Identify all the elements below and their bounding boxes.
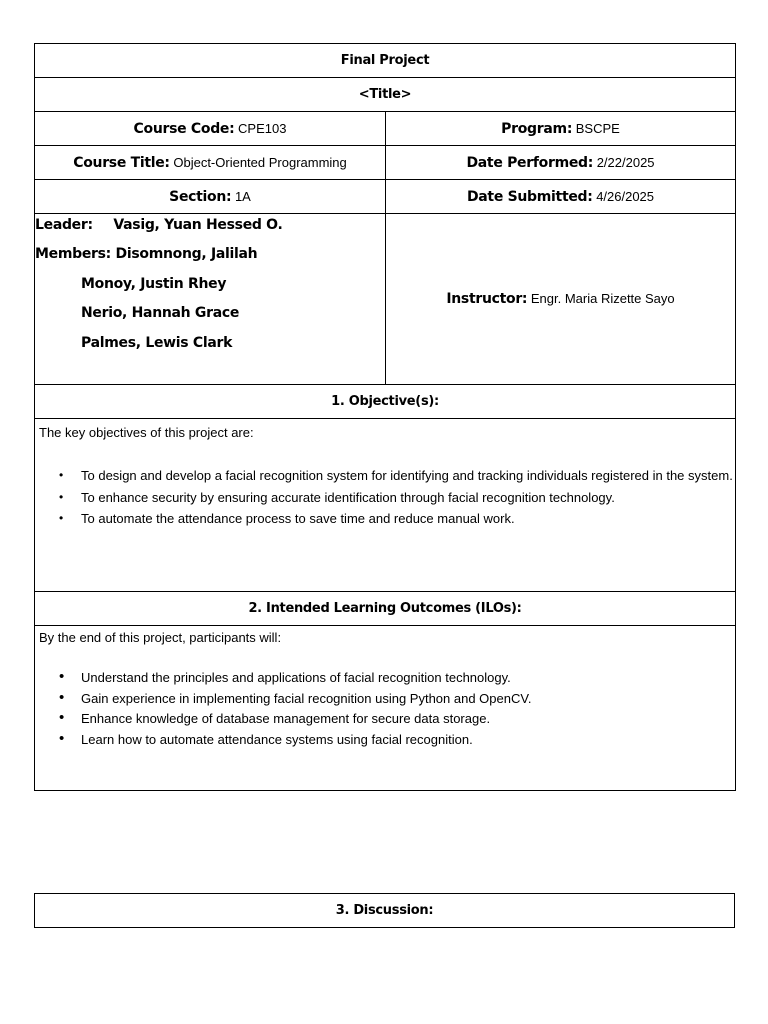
course-code-label: Course Code: (133, 120, 235, 137)
bullet-icon: • (59, 729, 65, 747)
objective-text: To design and develop a facial recognition system for identifying and tracking individuals registered in the system. (81, 468, 733, 483)
program-label: Program: (501, 120, 573, 137)
team-cell (35, 214, 386, 385)
project-info-table (34, 43, 736, 791)
bullet-icon: • (59, 709, 65, 726)
instructor-label: Instructor: (446, 291, 528, 307)
program-value: BSCPE (575, 120, 620, 136)
objectives-list (35, 465, 735, 530)
member-name: Palmes, Lewis Clark (81, 335, 233, 351)
list-item (35, 730, 735, 751)
date-performed-cell (386, 146, 736, 180)
course-title-label: Course Title: (73, 154, 170, 171)
document-title: Final Project (35, 44, 736, 78)
ilos-heading: 2. Intended Learning Outcomes (ILOs): (35, 592, 736, 626)
leader-name: Vasig, Yuan Hessed O. (113, 217, 283, 233)
member-name: Disomnong, Jalilah (115, 246, 258, 262)
ilo-text: Enhance knowledge of database management for secure data storage. (81, 711, 491, 726)
objective-text: To enhance security by ensuring accurate identification through facial recognition technology. (81, 489, 615, 505)
list-item (35, 709, 735, 730)
members-line (35, 246, 257, 262)
date-submitted-value: 4/26/2025 (596, 188, 655, 204)
list-item (35, 689, 735, 710)
instructor-cell (386, 214, 736, 385)
bullet-icon: • (59, 468, 64, 482)
project-title-placeholder: <Title> (35, 78, 736, 112)
list-item (35, 508, 735, 530)
program-cell (386, 112, 736, 146)
course-title-value: Object-Oriented Programming (173, 154, 347, 170)
course-title-cell (35, 146, 386, 180)
leader-label: Leader: (35, 217, 93, 233)
bullet-icon: • (59, 668, 65, 685)
leader-line (35, 217, 283, 233)
bullet-icon: • (59, 489, 64, 504)
ilos-intro: By the end of this project, participants will: (39, 630, 282, 645)
ilo-text: Understand the principles and applications of facial recognition technology. (81, 670, 511, 685)
section-label: Section: (169, 188, 232, 205)
objectives-heading: 1. Objective(s): (35, 385, 736, 419)
ilos-list (35, 668, 735, 750)
objective-text: To automate the attendance process to save time and reduce manual work. (81, 511, 515, 526)
member-name: Nerio, Hannah Grace (81, 305, 240, 321)
course-code-cell (35, 112, 386, 146)
objectives-intro: The key objectives of this project are: (39, 425, 254, 440)
ilo-text: Learn how to automate attendance systems using facial recognition. (81, 731, 473, 747)
date-performed-value: 2/22/2025 (596, 154, 655, 170)
bullet-icon: • (59, 511, 64, 525)
member-name: Monoy, Justin Rhey (81, 276, 227, 292)
discussion-heading: 3. Discussion: (35, 894, 735, 928)
list-item (35, 668, 735, 689)
ilos-body (35, 626, 736, 791)
section-cell (35, 180, 386, 214)
date-submitted-label: Date Submitted: (466, 188, 593, 205)
bullet-icon: • (59, 688, 65, 706)
date-performed-label: Date Performed: (466, 154, 594, 171)
section-value: 1A (234, 188, 251, 204)
course-code-value: CPE103 (238, 120, 287, 136)
list-item (35, 465, 735, 487)
discussion-table (34, 893, 735, 928)
date-submitted-cell (386, 180, 736, 214)
list-item (35, 487, 735, 509)
instructor-name: Engr. Maria Rizette Sayo (530, 291, 675, 306)
members-label: Members: (35, 246, 111, 262)
ilo-text: Gain experience in implementing facial recognition using Python and OpenCV. (81, 690, 532, 706)
objectives-body (35, 419, 736, 592)
